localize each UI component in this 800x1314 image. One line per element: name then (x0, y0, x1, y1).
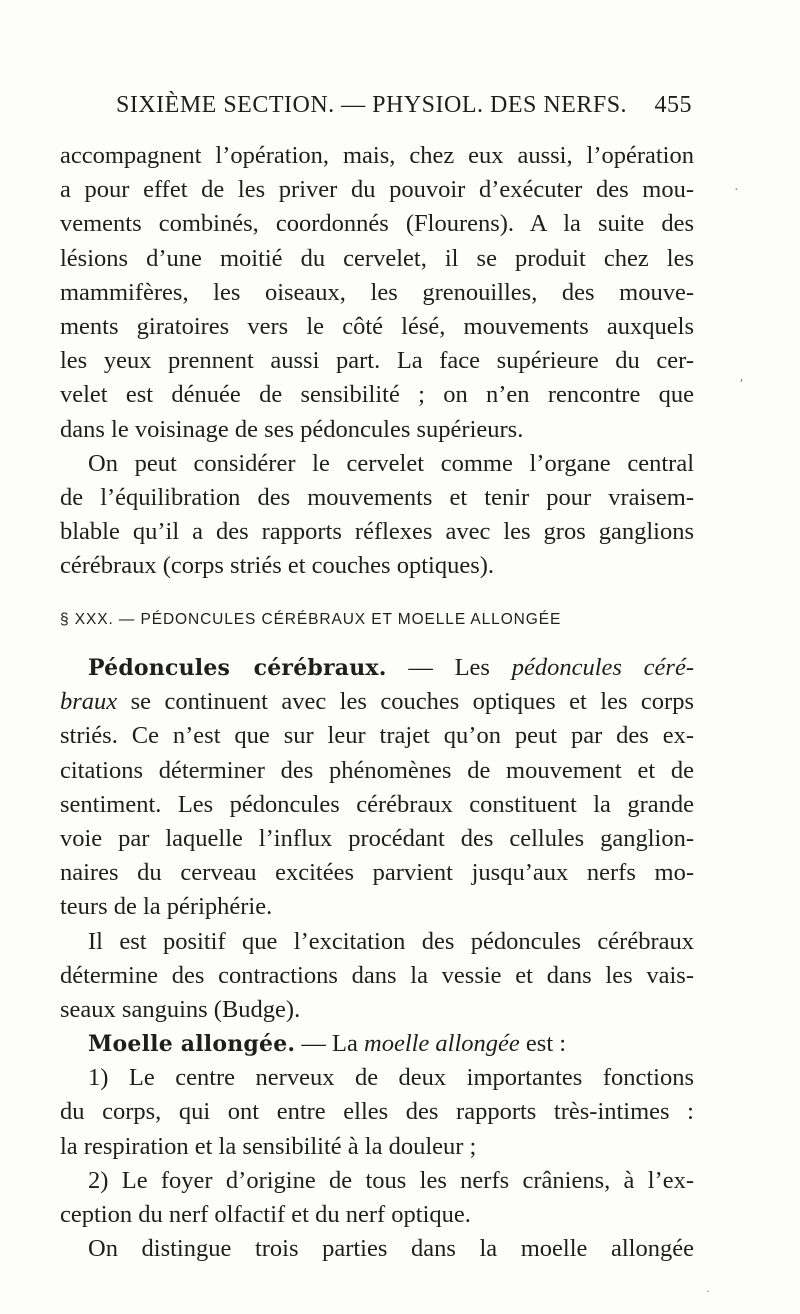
paragraph-medulla-first-line (60, 1027, 694, 1061)
text-line: du corps, qui ont entre elles des rapports très-intimes : (60, 1098, 694, 1126)
italic-term: braux (60, 688, 118, 716)
text-line: ception du nerf olfactif et du nerf optique. (60, 1201, 471, 1228)
text-run: est : (519, 1030, 567, 1058)
text-line: détermine des contractions dans la vessie et dans les vais- (60, 961, 694, 989)
text-line: les yeux prennent aussi part. La face supérieure du cer- (60, 347, 694, 375)
text-line: de l’équilibration des mouvements et tenir pour vraisem- (60, 483, 694, 511)
text-line: voie par laquelle l’influx procédant des cellules ganglion- (60, 824, 694, 852)
body-text-top (60, 139, 694, 583)
dash-text: — La (295, 1030, 364, 1058)
body-text-bottom (60, 651, 694, 1266)
margin-speck: · (734, 183, 739, 198)
text-line: teurs de la périphérie. (60, 893, 273, 921)
run-in-heading-medulla: Moelle allongée. (88, 1031, 296, 1058)
text-line: ments giratoires vers le côté lésé, mouvements auxquels (60, 312, 694, 340)
text-line: cérébraux (corps striés et couches optiques). (60, 552, 495, 580)
text-line: vements combinés, coordonnés (Flourens). A la suite des (60, 210, 694, 238)
text-line: Il est positif que l’excitation des pédoncules cérébraux (88, 927, 694, 955)
text-line: 2) Le foyer d’origine de tous les nerfs crâniens, à l’ex- (88, 1166, 694, 1194)
text-line: blable qu’il a des rapports réflexes avec les gros ganglions (60, 518, 694, 546)
text-line: seaux sanguins (Budge). (60, 995, 301, 1023)
section-heading: § XXX. — PÉDONCULES CÉRÉBRAUX ET MOELLE ALLONGÉE (60, 611, 562, 628)
text-line: On distingue trois parties dans la moelle allongée (88, 1235, 694, 1263)
text-line: a pour effet de les priver du pouvoir d’exécuter des mou- (60, 176, 694, 204)
page-number: 455 (654, 92, 692, 118)
text-line: striés. Ce n’est que sur leur trajet qu’on peut par des ex- (60, 722, 694, 750)
text-line: velet est dénuée de sensibilité ; on n’en rencontre que (60, 381, 694, 409)
text-line: dans le voisinage de ses pédoncules supérieurs. (60, 415, 524, 443)
text-line: On peut considérer le cervelet comme l’organe central (88, 449, 694, 477)
text-run: se continuent avec les couches optiques et les corps (117, 688, 694, 716)
text-line: accompagnent l’opération, mais, chez eux aussi, l’opération (60, 142, 694, 169)
running-head-title: SIXIÈME SECTION. — PHYSIOL. DES NERFS. (116, 92, 628, 118)
dash-text: — Les (386, 654, 512, 681)
run-in-heading-peduncles: Pédoncules cérébraux. (88, 655, 387, 681)
text-line: la respiration et la sensibilité à la douleur ; (60, 1132, 477, 1160)
paragraph-peduncles-second-line (60, 685, 694, 719)
text-line: mammifères, les oiseaux, les grenouilles, des mouve- (60, 278, 694, 306)
italic-term: moelle allongée (364, 1030, 520, 1058)
text-line: lésions d’une moitié du cervelet, il se produit chez les (60, 244, 694, 272)
paragraph-peduncles-first-line (60, 651, 694, 685)
margin-speck: · (706, 1284, 710, 1298)
italic-term: pédoncules céré- (511, 654, 694, 681)
text-line: sentiment. Les pédoncules cérébraux constituent la grande (60, 790, 694, 818)
text-line: 1) Le centre nerveux de deux importantes fonctions (88, 1064, 694, 1092)
text-line: citations déterminer des phénomènes de mouvement et de (60, 756, 694, 784)
margin-speck: ′ (740, 377, 744, 392)
text-line: naires du cerveau excitées parvient jusqu’aux nerfs mo- (60, 859, 694, 887)
